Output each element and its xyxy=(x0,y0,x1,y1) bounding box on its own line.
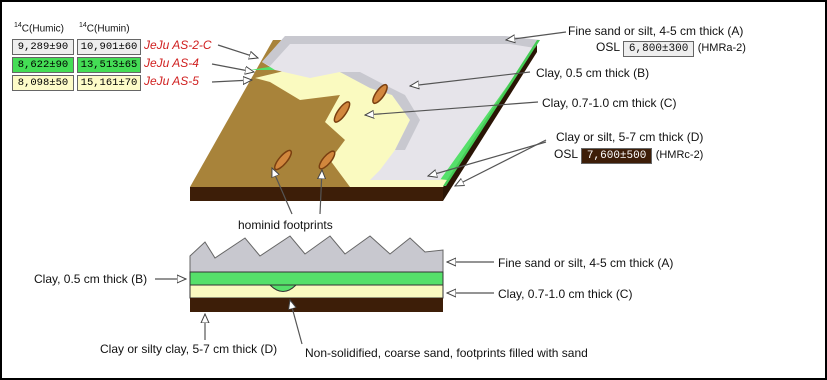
humin-header: $^{14}$C(Humin) xyxy=(79,22,130,35)
sample-2-name: JeJu AS-4 xyxy=(144,56,199,70)
label-layer-b: Clay, 0.5 cm thick (B) xyxy=(536,66,650,80)
label-layer-d: Clay or silt, 5-7 cm thick (D) xyxy=(556,130,704,144)
section-label-d: Clay or silty clay, 5-7 cm thick (D) xyxy=(100,342,278,356)
cross-section xyxy=(190,236,443,312)
sample-3-humic: 8,098±50 xyxy=(12,75,74,91)
sample-1-humic: 9,289±90 xyxy=(12,39,74,55)
section-layer-d xyxy=(190,298,443,312)
sample-3-humin: 15,161±70 xyxy=(77,75,141,91)
sample-2-humic: 8,622±90 xyxy=(12,57,74,73)
label-layer-a: Fine sand or silt, 4-5 cm thick (A) xyxy=(568,24,744,38)
sample-3-name: JeJu AS-5 xyxy=(144,74,199,88)
label-footprints: hominid footprints xyxy=(238,218,333,232)
section-label-sand: Non-solidified, coarse sand, footprints filled with sand xyxy=(305,346,588,360)
sample-1-name: JeJu AS-2-C xyxy=(144,38,212,52)
section-label-b: Clay, 0.5 cm thick (B) xyxy=(34,272,148,286)
osl-a-value: 6,800±300 xyxy=(623,41,694,57)
block-surface xyxy=(190,36,540,187)
section-label-c: Clay, 0.7-1.0 cm thick (C) xyxy=(498,287,633,301)
osl-d-value: 7,600±500 xyxy=(581,148,652,164)
label-layer-c: Clay, 0.7-1.0 cm thick (C) xyxy=(542,96,677,110)
sample-1-humin: 10,901±60 xyxy=(77,39,141,55)
section-layer-a xyxy=(190,236,443,272)
osl-d: OSL 7,600±500 (HMRc-2) xyxy=(554,147,704,162)
section-label-a: Fine sand or silt, 4-5 cm thick (A) xyxy=(498,256,674,270)
humic-header: $^{14}$C(Humic) xyxy=(14,22,65,35)
sample-2-humin: 13,513±65 xyxy=(77,57,141,73)
osl-a: OSL 6,800±300 (HMRa-2) xyxy=(596,40,746,55)
section-layer-c xyxy=(190,285,443,298)
section-layer-b xyxy=(190,272,443,285)
